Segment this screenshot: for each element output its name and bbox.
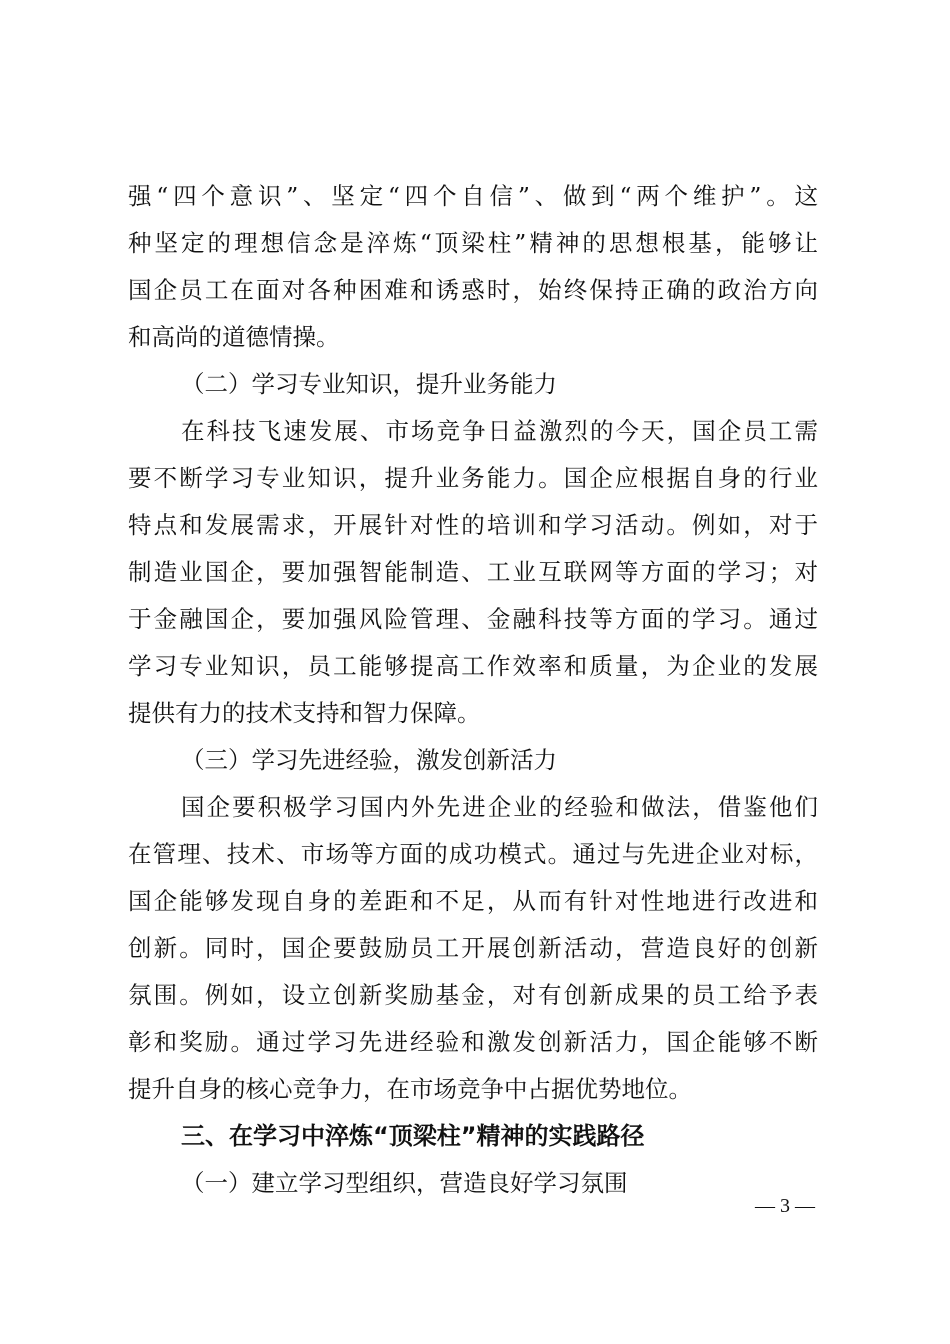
body-text-line: 在科技飞速发展、市场竞争日益激烈的今天，国企员工需 (181, 417, 818, 445)
subsection-heading: （一）建立学习型组织，营造良好学习氛围 (181, 1169, 628, 1197)
body-text-line: 于金融国企，要加强风险管理、金融科技等方面的学习。通过 (128, 605, 818, 633)
body-text-line: 和高尚的道德情操。 (128, 323, 340, 351)
section-heading: 三、在学习中淬炼“顶梁柱”精神的实践路径 (181, 1122, 645, 1150)
body-text-line: 国企员工在面对各种困难和诱惑时，始终保持正确的政治方向 (128, 276, 818, 304)
body-text-line: 要不断学习专业知识，提升业务能力。国企应根据自身的行业 (128, 464, 818, 492)
body-text-line: 制造业国企，要加强智能制造、工业互联网等方面的学习；对 (128, 558, 818, 586)
body-text-line: 国企要积极学习国内外先进企业的经验和做法，借鉴他们 (181, 793, 818, 821)
body-text-line: 强“四个意识”、坚定“四个自信”、做到“两个维护”。这 (128, 182, 818, 210)
body-text-line: 氛围。例如，设立创新奖励基金，对有创新成果的员工给予表 (128, 981, 818, 1009)
subsection-heading: （三）学习先进经验，激发创新活力 (181, 746, 557, 774)
body-text-line: 种坚定的理想信念是淬炼“顶梁柱”精神的思想根基，能够让 (128, 229, 818, 257)
body-text-line: 国企能够发现自身的差距和不足，从而有针对性地进行改进和 (128, 887, 818, 915)
body-text-line: 创新。同时，国企要鼓励员工开展创新活动，营造良好的创新 (128, 934, 818, 962)
body-text-line: 在管理、技术、市场等方面的成功模式。通过与先进企业对标， (128, 840, 818, 868)
body-text-line: 学习专业知识，员工能够提高工作效率和质量，为企业的发展 (128, 652, 818, 680)
page-number: — 3 — (755, 1195, 815, 1217)
subsection-heading: （二）学习专业知识，提升业务能力 (181, 370, 557, 398)
body-text-line: 彰和奖励。通过学习先进经验和激发创新活力，国企能够不断 (128, 1028, 818, 1056)
body-text-line: 特点和发展需求，开展针对性的培训和学习活动。例如，对于 (128, 511, 818, 539)
body-text-line: 提供有力的技术支持和智力保障。 (128, 699, 481, 727)
body-text-line: 提升自身的核心竞争力，在市场竞争中占据优势地位。 (128, 1075, 692, 1103)
